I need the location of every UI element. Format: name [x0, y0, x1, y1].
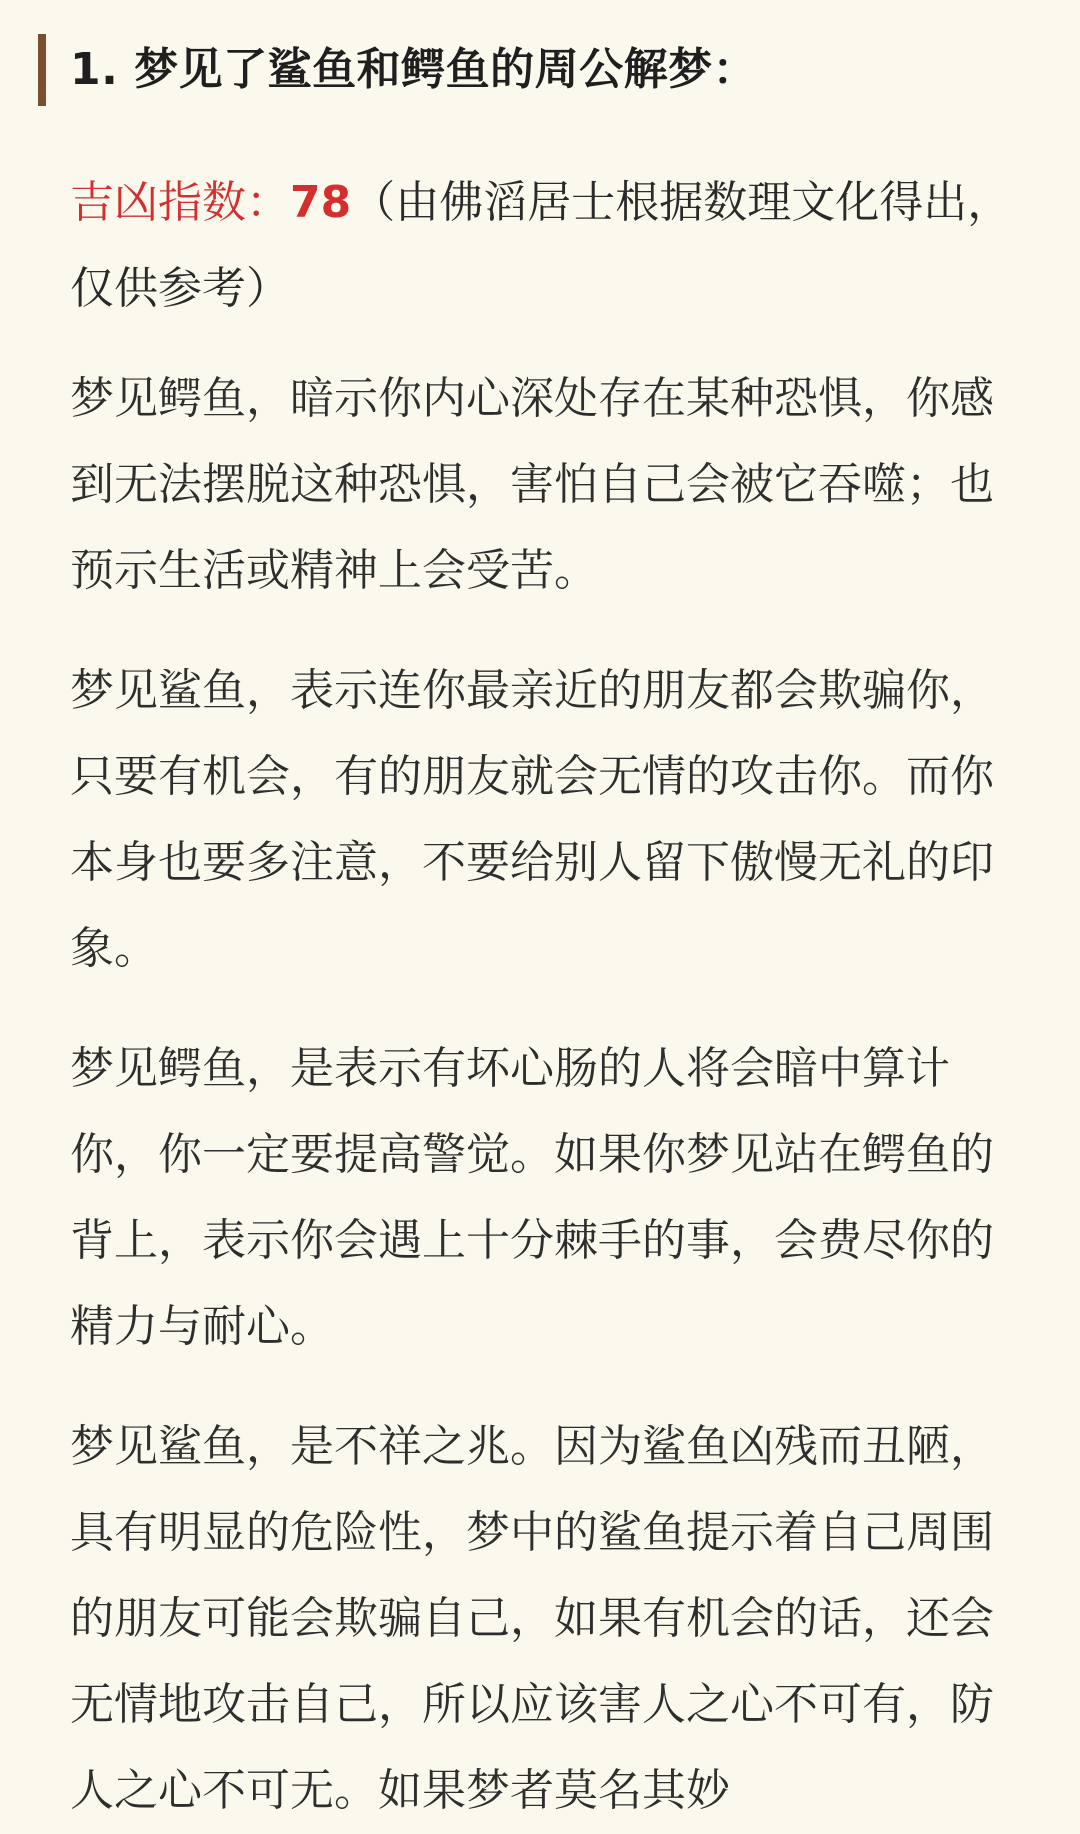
score-value: 78 [290, 177, 352, 228]
interpretation-paragraph: 梦见鳄鱼，是表示有坏心肠的人将会暗中算计你，你一定要提高警觉。如果你梦见站在鳄鱼的背上，表示你会遇上十分棘手的事，会费尽你的精力与耐心。 [70, 1043, 994, 1352]
section-heading [70, 0, 1034, 106]
interpretation-paragraph: 梦见鳄鱼，暗示你内心深处存在某种恐惧，你感到无法摆脱这种恐惧，害怕自己会被它吞噬；也预示生活或精神上会受苦。 [70, 373, 994, 596]
fortune-score-line [70, 160, 1034, 332]
interpretation-paragraph: 梦见鲨鱼，是不祥之兆。因为鲨鱼凶残而丑陋，具有明显的危险性，梦中的鲨鱼提示着自己周围的朋友可能会欺骗自己，如果有机会的话，还会无情地攻击自己，所以应该害人之心不可有，防人之心不可无。如果梦者莫名其妙 [70, 1421, 994, 1816]
score-label: 吉凶指数： [70, 177, 290, 228]
heading-accent-bar [38, 34, 46, 106]
score-note: （由佛滔居士根据数理文化得出，仅供参考） [70, 177, 1012, 314]
heading-title: 1. 梦见了鲨鱼和鳄鱼的周公解梦： [70, 44, 758, 95]
interpretation-paragraph: 梦见鲨鱼，表示连你最亲近的朋友都会欺骗你，只要有机会，有的朋友就会无情的攻击你。而你本身也要多注意，不要给别人留下傲慢无礼的印象。 [70, 665, 994, 974]
